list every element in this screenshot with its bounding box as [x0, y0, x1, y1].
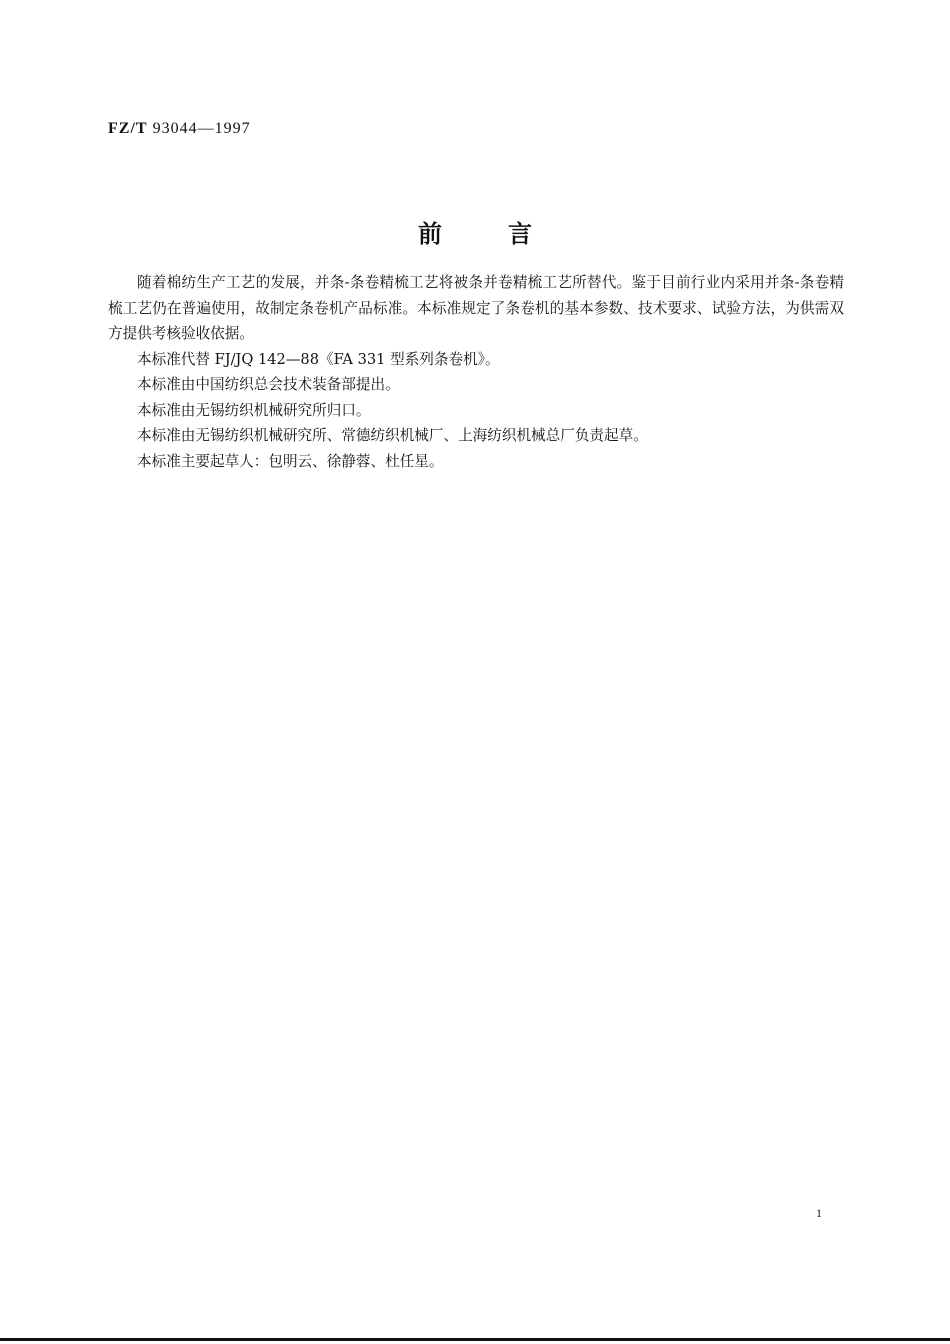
page-title: 前言: [418, 219, 598, 248]
bottom-rule: [0, 1338, 950, 1341]
standard-code: [108, 120, 251, 138]
paragraph-replaces: 本标准代替 FJ/JQ 142—88《FA 331 型系列条卷机》。: [137, 350, 500, 368]
standard-code-number: 93044—1997: [152, 120, 251, 137]
paragraph-drafted-by: 本标准由无锡纺织机械研究所、常德纺织机械厂、上海纺织机械总厂负责起草。: [137, 427, 648, 444]
paragraph-drafters: 本标准主要起草人：包明云、徐静蓉、杜任星。: [137, 452, 444, 470]
foreword-body: [108, 270, 844, 474]
paragraph-intro: 随着棉纺生产工艺的发展，并条-条卷精梳工艺将被条并卷精梳工艺所替代。鉴于目前行业内采用并条-条卷精梳工艺仍在普遍使用，故制定条卷机产品标准。本标准规定了条卷机的基本参数、技术要求、试验方法，为供需双方提供考核验收依据。: [108, 274, 844, 342]
paragraph-centralized-by: 本标准由无锡纺织机械研究所归口。: [137, 401, 371, 419]
standard-code-prefix: FZ/T: [108, 120, 148, 137]
page-number: 1: [816, 1206, 822, 1220]
paragraph-proposed-by: 本标准由中国纺织总会技术装备部提出。: [137, 376, 400, 393]
